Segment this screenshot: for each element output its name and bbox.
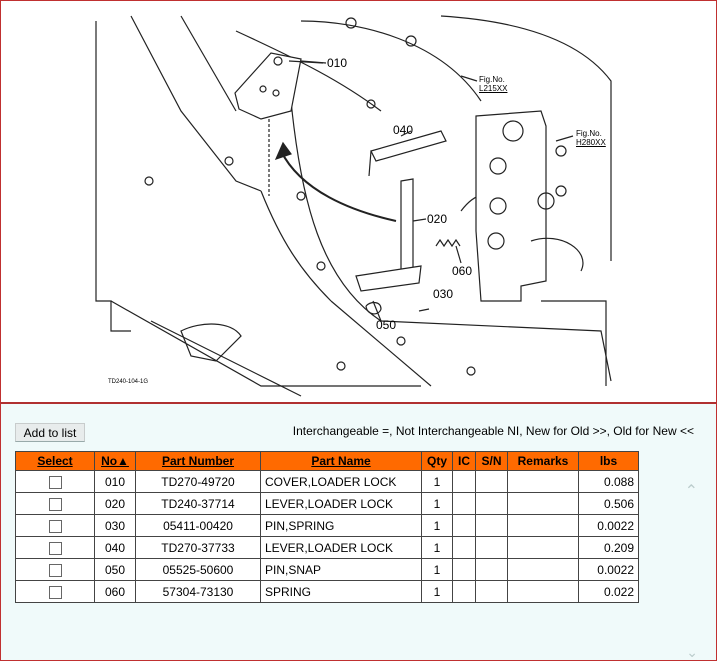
row-remarks — [508, 537, 579, 559]
row-no: 040 — [95, 537, 136, 559]
row-ic — [453, 493, 476, 515]
row-lbs: 0.506 — [579, 493, 639, 515]
select-cell — [16, 581, 95, 603]
diagram-code: TD240-104-1G — [108, 379, 149, 385]
callout-020: 020 — [427, 212, 448, 226]
header-qty: Qty — [422, 452, 453, 471]
table-header-row — [16, 452, 639, 471]
row-qty: 1 — [422, 559, 453, 581]
select-cell — [16, 537, 95, 559]
header-ic: IC — [453, 452, 476, 471]
table-row — [16, 581, 639, 603]
fig-label-l215: Fig.No. L215XX — [479, 75, 508, 93]
row-ic — [453, 471, 476, 493]
add-to-list-button[interactable]: Add to list — [15, 423, 85, 442]
row-remarks — [508, 515, 579, 537]
row-part-name: PIN,SPRING — [261, 515, 422, 537]
row-qty: 1 — [422, 515, 453, 537]
row-remarks — [508, 493, 579, 515]
row-part-number: 57304-73130 — [136, 581, 261, 603]
row-part-name: PIN,SNAP — [261, 559, 422, 581]
select-checkbox[interactable] — [49, 586, 62, 599]
header-part-number[interactable]: Part Number — [136, 452, 261, 471]
row-part-number: 05525-50600 — [136, 559, 261, 581]
header-no[interactable]: No▲ — [95, 452, 136, 471]
row-sn — [476, 493, 508, 515]
scrollbar[interactable] — [680, 474, 702, 654]
callout-030: 030 — [433, 287, 454, 301]
row-ic — [453, 581, 476, 603]
table-row — [16, 559, 639, 581]
table-row — [16, 493, 639, 515]
row-qty: 1 — [422, 581, 453, 603]
parts-table — [15, 451, 639, 603]
row-no: 050 — [95, 559, 136, 581]
row-sn — [476, 537, 508, 559]
select-cell — [16, 493, 95, 515]
scroll-down-icon[interactable]: ⌄ — [686, 644, 698, 660]
callout-040: 040 — [393, 123, 414, 137]
header-lbs: lbs — [579, 452, 639, 471]
row-lbs: 0.0022 — [579, 515, 639, 537]
select-checkbox[interactable] — [49, 498, 62, 511]
row-sn — [476, 515, 508, 537]
row-lbs: 0.022 — [579, 581, 639, 603]
row-sn — [476, 581, 508, 603]
callout-010: 010 — [327, 56, 348, 70]
header-sn: S/N — [476, 452, 508, 471]
row-part-number: TD270-37733 — [136, 537, 261, 559]
row-no: 010 — [95, 471, 136, 493]
select-checkbox[interactable] — [49, 476, 62, 489]
callout-050: 050 — [376, 318, 397, 332]
table-row — [16, 537, 639, 559]
row-no: 060 — [95, 581, 136, 603]
row-ic — [453, 559, 476, 581]
row-lbs: 0.088 — [579, 471, 639, 493]
header-remarks: Remarks — [508, 452, 579, 471]
interchange-legend: Interchangeable =, Not Interchangeable NI, New for Old >>, Old for New << — [292, 424, 694, 438]
row-part-name: COVER,LOADER LOCK — [261, 471, 422, 493]
row-qty: 1 — [422, 537, 453, 559]
select-cell — [16, 515, 95, 537]
row-no: 020 — [95, 493, 136, 515]
table-row — [16, 471, 639, 493]
row-lbs: 0.209 — [579, 537, 639, 559]
row-part-number: TD240-37714 — [136, 493, 261, 515]
row-lbs: 0.0022 — [579, 559, 639, 581]
select-checkbox[interactable] — [49, 520, 62, 533]
table-row — [16, 515, 639, 537]
fig-label-h280: Fig.No. H280XX — [576, 129, 606, 147]
row-remarks — [508, 471, 579, 493]
row-no: 030 — [95, 515, 136, 537]
header-select[interactable]: Select — [16, 452, 95, 471]
row-ic — [453, 515, 476, 537]
header-part-name[interactable]: Part Name — [261, 452, 422, 471]
row-part-name: SPRING — [261, 581, 422, 603]
row-ic — [453, 537, 476, 559]
row-remarks — [508, 559, 579, 581]
select-cell — [16, 559, 95, 581]
row-qty: 1 — [422, 471, 453, 493]
exploded-view-drawing — [1, 1, 716, 402]
row-part-number: 05411-00420 — [136, 515, 261, 537]
select-checkbox[interactable] — [49, 542, 62, 555]
scroll-up-icon[interactable]: ⌃ — [684, 483, 698, 500]
row-part-name: LEVER,LOADER LOCK — [261, 493, 422, 515]
row-qty: 1 — [422, 493, 453, 515]
parts-list-panel — [0, 402, 717, 661]
row-part-name: LEVER,LOADER LOCK — [261, 537, 422, 559]
row-sn — [476, 471, 508, 493]
select-checkbox[interactable] — [49, 564, 62, 577]
select-cell — [16, 471, 95, 493]
row-part-number: TD270-49720 — [136, 471, 261, 493]
row-sn — [476, 559, 508, 581]
row-remarks — [508, 581, 579, 603]
callout-060: 060 — [452, 264, 473, 278]
